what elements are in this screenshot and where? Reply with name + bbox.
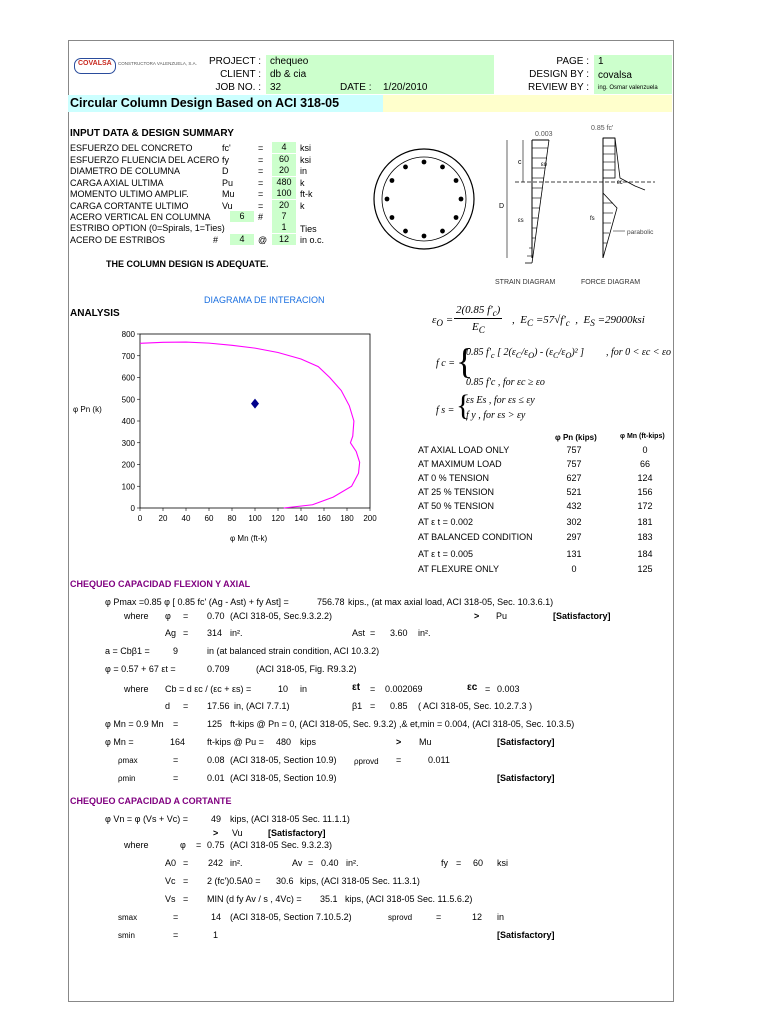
input-value-cell[interactable] — [272, 177, 296, 188]
summary-row-label: AT FLEXURE ONLY — [418, 564, 500, 574]
mu-label: Mu — [419, 737, 432, 747]
smin-value: 1 — [213, 930, 219, 940]
acero-vertical-n: 6 — [239, 211, 245, 221]
input-unit: in — [300, 166, 308, 176]
pmax-formula: φ Pmax =0.85 φ [ 0.85 fc' (Ag - Ast) + fy Ast] = — [105, 597, 289, 607]
job-label: JOB NO. : — [215, 82, 261, 93]
summary-mn: 124 — [637, 473, 653, 483]
project-label: PROJECT : — [208, 56, 261, 67]
ast-label: Ast — [352, 628, 366, 638]
a-value: 9 — [173, 646, 179, 656]
input-unit: ksi — [300, 154, 311, 165]
acero-estribos-label: ACERO DE ESTRIBOS — [70, 235, 166, 245]
label-ec: εc — [617, 180, 623, 186]
input-symbol: fc' — [222, 143, 231, 153]
x-tick-label: 200 — [363, 514, 377, 523]
beta-ref: ( ACI 318-05, Sec. 10.2.7.3 ) — [418, 701, 533, 711]
label-c: c — [518, 159, 522, 166]
smax-ref: (ACI 318-05, Section 7.10.5.2) — [230, 912, 352, 922]
vc-label: Vc — [165, 876, 176, 886]
summary-pn: 627 — [566, 473, 582, 483]
rhoprovd-label: ρprovd — [354, 757, 379, 766]
ag-label: Ag — [165, 628, 177, 638]
label-eo: εo — [541, 162, 548, 168]
acero-vertical-hash: # — [258, 212, 264, 222]
phi3-symbol: φ — [180, 840, 186, 850]
sprovd-label: sprovd — [388, 913, 413, 922]
phi-eq: = — [183, 611, 189, 621]
ast-eq: = — [370, 628, 376, 638]
rebar-group — [385, 160, 464, 239]
input-value-cell[interactable] — [272, 188, 296, 199]
input-value: 20 — [278, 165, 289, 175]
ast-unit: in². — [418, 628, 431, 638]
av-value: 0.40 — [321, 858, 339, 868]
rebar-dot — [440, 165, 445, 170]
a0-value: 242 — [208, 858, 224, 868]
vc-value: 30.6 — [276, 876, 294, 886]
page-value: 1 — [598, 56, 604, 67]
strain-force-diagram — [485, 118, 665, 288]
vn-satisfactory: [Satisfactory] — [268, 828, 326, 838]
analysis-heading: ANALYSIS — [70, 308, 120, 319]
y-tick-label: 200 — [121, 460, 135, 470]
rebar-dot — [454, 178, 459, 183]
input-eq: = — [258, 143, 264, 153]
acero-vertical-label: ACERO VERTICAL EN COLUMNA — [70, 212, 211, 222]
input-unit: ksi — [300, 143, 311, 153]
ec-label: εc — [467, 682, 478, 693]
rhomin-value: 0.01 — [207, 773, 225, 783]
chart-title: DIAGRAMA DE INTERACION — [204, 295, 325, 305]
rho-satisfactory: [Satisfactory] — [497, 773, 555, 783]
input-eq: = — [258, 154, 264, 165]
vs-value: 35.1 — [320, 894, 338, 904]
chart-ylabel: φ Pn (k) — [73, 405, 102, 414]
input-label: CARGA CORTANTE ULTIMO — [70, 200, 189, 211]
x-tick-label: 0 — [137, 514, 143, 523]
input-symbol: D — [222, 166, 229, 176]
fy-eq: = — [456, 858, 462, 868]
acero-estribos-val-cell[interactable] — [272, 234, 296, 245]
designby-value: covalsa — [598, 70, 632, 81]
x-tick-label: 60 — [204, 514, 214, 523]
y-tick-label: 0 — [130, 504, 135, 513]
rhoprovd-value: 0.011 — [428, 755, 450, 765]
rebar-dot — [454, 215, 459, 220]
smax-label: smax — [118, 913, 138, 922]
summary-pn: 757 — [566, 459, 582, 469]
av-eq: = — [308, 858, 314, 868]
input-eq: = — [258, 200, 264, 211]
x-tick-label: 160 — [317, 514, 331, 523]
input-value-cell[interactable] — [272, 154, 296, 165]
interaction-chart — [110, 326, 380, 531]
project-value: chequeo — [270, 56, 309, 67]
fy-label: fy — [441, 858, 449, 868]
pu-label: Pu — [496, 611, 508, 621]
client-label: CLIENT : — [220, 69, 261, 80]
smin-label: smin — [118, 931, 135, 940]
input-label: ESFUERZO FLUENCIA DEL ACERO — [70, 154, 220, 165]
beta-eq: = — [370, 701, 376, 711]
input-unit: k — [300, 200, 305, 211]
a0-eq: = — [183, 858, 189, 868]
summary-row-label: AT BALANCED CONDITION — [418, 532, 533, 542]
designby-label: DESIGN BY : — [529, 69, 589, 80]
summary-mn: 125 — [637, 564, 653, 574]
summary-col1: φ Pn (kips) — [555, 433, 597, 442]
client-value: db & cia — [270, 69, 307, 80]
label-085fc: 0.85 fc' — [591, 125, 614, 132]
page-cell[interactable] — [594, 55, 672, 68]
ag-eq: = — [183, 628, 189, 638]
input-symbol: Vu — [222, 200, 233, 211]
x-tick-label: 80 — [227, 514, 237, 523]
summary-mn: 172 — [637, 501, 653, 511]
et-label: εt — [352, 682, 361, 693]
s-satisfactory: [Satisfactory] — [497, 930, 555, 940]
rebar-dot — [422, 234, 427, 239]
flexion-heading: CHEQUEO CAPACIDAD FLEXION Y AXIAL — [70, 579, 251, 589]
summary-pn: 297 — [566, 532, 582, 542]
beta-value: 0.85 — [390, 701, 408, 711]
input-eq: = — [258, 177, 264, 188]
label-D: D — [499, 203, 505, 210]
vc-eq: = — [183, 876, 189, 886]
rhomin-label: ρmin — [118, 774, 136, 783]
vn-value: 49 — [211, 814, 222, 824]
reviewby-value: ing. Osmar valenzuela — [598, 85, 658, 91]
summary-row-label: AT AXIAL LOAD ONLY — [418, 445, 510, 455]
input-unit: k — [300, 177, 305, 188]
beta-label: β1 — [352, 701, 363, 711]
input-eq: = — [258, 189, 264, 199]
acero-vertical-n-cell[interactable] — [230, 211, 254, 222]
summary-mn: 66 — [639, 459, 650, 469]
rebar-dot — [385, 197, 390, 202]
summary-mn: 184 — [637, 549, 653, 559]
job-cell[interactable] — [266, 81, 494, 94]
label-parabolic: parabolic — [627, 229, 654, 236]
ec-value: 0.003 — [497, 684, 520, 694]
a0-unit: in². — [230, 858, 243, 868]
rhomin-ref: (ACI 318-05, Section 10.9) — [230, 773, 337, 783]
y-tick-label: 600 — [121, 373, 135, 383]
av-unit: in². — [346, 858, 359, 868]
summary-pn: 0 — [571, 564, 577, 574]
phi2-formula: φ = 0.57 + 67 εt = — [105, 664, 176, 674]
page-label: PAGE : — [556, 56, 589, 67]
logo-subtext: CONSTRUCTORA VALENZUELA, S.A. — [118, 61, 197, 66]
rebar-dot — [403, 229, 408, 234]
estribo-val: 1 — [281, 222, 287, 232]
plot-area — [140, 334, 370, 508]
rhoprovd-eq: = — [396, 755, 402, 765]
input-unit: ft-k — [300, 189, 313, 199]
input-symbol: Mu — [222, 189, 235, 199]
acero-estribos-unit: in o.c. — [300, 235, 325, 245]
d-label: d — [165, 701, 171, 711]
estribo-cell[interactable] — [272, 222, 296, 233]
acero-estribos-hash: # — [213, 235, 219, 245]
vc-ref: kips, (ACI 318-05 Sec. 11.3.1) — [300, 876, 420, 886]
date-value: 1/20/2010 — [383, 82, 428, 93]
phi3-value: 0.75 — [207, 840, 225, 850]
force-diagram-label: FORCE DIAGRAM — [581, 279, 641, 286]
fy-value: 60 — [473, 858, 484, 868]
summary-mn: 0 — [642, 445, 648, 455]
phi-value: 0.70 — [207, 611, 225, 621]
y-tick-label: 300 — [121, 438, 135, 448]
d-eq: = — [183, 701, 189, 711]
a-formula: a = Cbβ1 = — [105, 646, 150, 656]
vc-formula: 2 (fc')0.5A0 = — [207, 876, 261, 886]
phimn2-label: φ Mn = — [105, 737, 134, 747]
a-ref: in (at balanced strain condition, ACI 10.3.2) — [207, 646, 380, 656]
smin-eq: = — [173, 930, 179, 940]
input-label: CARGA AXIAL ULTIMA — [70, 177, 164, 188]
vu-label: Vu — [232, 828, 243, 838]
phimn2-value: 164 — [170, 737, 186, 747]
phimn2-unit: kips — [300, 737, 317, 747]
summary-col2: φ Mn (ft-kips) — [620, 433, 665, 440]
rebar-dot — [390, 178, 395, 183]
y-tick-label: 800 — [121, 330, 135, 339]
page-title: Circular Column Design Based on ACI 318-05 — [70, 96, 340, 110]
acero-vertical-val-cell[interactable] — [272, 211, 296, 222]
rhomax-label: ρmax — [118, 756, 138, 765]
column-section-diagram — [372, 145, 478, 255]
summary-pn: 757 — [566, 445, 582, 455]
acero-estribos-n: 4 — [239, 234, 245, 244]
title-bar-right — [383, 95, 672, 112]
phi2-value: 0.709 — [207, 664, 230, 674]
mn-satisfactory: [Satisfactory] — [497, 737, 555, 747]
et-value: 0.002069 — [385, 684, 423, 694]
cb-formula: Cb = d εc / (εc + εs) = — [165, 684, 252, 694]
vs-eq: = — [183, 894, 189, 904]
summary-pn: 521 — [566, 487, 582, 497]
sprovd-eq: = — [436, 912, 442, 922]
vn-formula: φ Vn = φ (Vs + Vc) = — [105, 814, 188, 824]
summary-row-label: AT 50 % TENSION — [418, 501, 495, 511]
rhomin-eq: = — [173, 773, 179, 783]
summary-mn: 156 — [637, 487, 653, 497]
a0-label: A0 — [165, 858, 177, 868]
phi3-ref: (ACI 318-05 Sec. 9.3.2.3) — [230, 840, 333, 850]
y-tick-label: 400 — [121, 417, 135, 426]
where3-label: where — [124, 840, 149, 850]
vs-ref: kips, (ACI 318-05 Sec. 11.5.6.2) — [345, 894, 473, 904]
rebar-dot — [390, 215, 395, 220]
adequate-status: THE COLUMN DESIGN IS ADEQUATE. — [106, 259, 269, 269]
x-tick-label: 140 — [294, 514, 308, 523]
input-value-cell[interactable] — [272, 165, 296, 176]
summary-row-label: AT MAXIMUM LOAD — [418, 459, 502, 469]
input-value-cell[interactable] — [272, 142, 296, 153]
phimn2-pu: 480 — [276, 737, 292, 747]
date-label: DATE : — [340, 82, 372, 93]
ag-value: 314 — [207, 628, 223, 638]
ec-eq: = — [485, 684, 491, 694]
phimn2-at: ft-kips @ Pu = — [207, 737, 264, 747]
gt-symbol: > — [474, 611, 480, 621]
sprovd-unit: in — [497, 912, 505, 922]
acero-estribos-n-cell[interactable] — [230, 234, 254, 245]
rhomax-eq: = — [173, 755, 179, 765]
phi3-eq: = — [196, 840, 202, 850]
input-symbol: Pu — [222, 177, 234, 188]
av-label: Av — [292, 858, 303, 868]
estribo-label: ESTRIBO OPTION (0=Spirals, 1=Ties) — [70, 223, 225, 233]
d-value: 17.56 — [207, 701, 230, 711]
input-label: DIAMETRO DE COLUMNA — [70, 166, 181, 176]
vn-ref: kips, (ACI 318-05 Sec. 11.1.1) — [230, 814, 350, 824]
summary-mn: 183 — [637, 532, 653, 542]
rhomax-ref: (ACI 318-05, Section 10.9) — [230, 755, 337, 765]
strain-diagram-label: STRAIN DIAGRAM — [495, 279, 556, 286]
phimn-formula: φ Mn = 0.9 Mn — [105, 719, 164, 729]
pmax-value: 756.78 — [317, 597, 345, 607]
x-tick-label: 40 — [181, 514, 191, 523]
phi-symbol: φ — [165, 611, 171, 621]
phi-ref: (ACI 318-05, Sec.9.3.2.2) — [230, 611, 333, 621]
tie-circle — [382, 157, 466, 241]
fy-unit: ksi — [497, 858, 508, 868]
summary-pn: 302 — [566, 517, 582, 527]
input-value-cell[interactable] — [272, 200, 296, 211]
cortante-heading: CHEQUEO CAPACIDAD A CORTANTE — [70, 796, 232, 806]
rebar-dot — [403, 165, 408, 170]
logo — [74, 57, 197, 79]
input-label: ESFUERZO DEL CONCRETO — [70, 143, 193, 153]
y-tick-label: 700 — [121, 351, 135, 361]
smax-eq: = — [173, 912, 179, 922]
where-label: where — [124, 611, 149, 621]
pmax-ref: kips., (at max axial load, ACI 318-05, Sec. 10.3.6.1) — [348, 597, 554, 607]
rebar-dot — [422, 160, 427, 165]
input-value: 60 — [278, 153, 289, 164]
phimn-eq: = — [173, 719, 179, 729]
phimn-value: 125 — [207, 719, 223, 729]
job-value: 32 — [270, 82, 282, 93]
sprovd-value: 12 — [472, 912, 483, 922]
rebar-dot — [440, 229, 445, 234]
phimn-ref: ft-kips @ Pn = 0, (ACI 318-05, Sec. 9.3.2) ,& et,min = 0.004, (ACI 318-05, Sec. 10.3.5) — [230, 719, 575, 729]
summary-row-label: AT ε t = 0.002 — [418, 517, 473, 527]
summary-row-label: AT ε t = 0.005 — [418, 549, 473, 559]
x-tick-label: 120 — [271, 514, 285, 523]
phi2-ref: (ACI 318-05, Fig. R9.3.2) — [256, 664, 357, 674]
vs-label: Vs — [165, 894, 176, 904]
summary-row-label: AT 0 % TENSION — [418, 473, 490, 483]
x-tick-label: 100 — [248, 514, 262, 523]
input-value: 20 — [278, 199, 289, 210]
summary-pn: 131 — [566, 549, 582, 559]
y-tick-label: 100 — [121, 482, 135, 492]
vs-formula: MIN (d fy Av / s , 4Vc) = — [207, 894, 302, 904]
chart-xlabel: φ Mn (ft-k) — [230, 534, 268, 543]
acero-estribos-val: 12 — [278, 234, 289, 244]
et-eq: = — [370, 684, 376, 694]
gt3-symbol: > — [213, 828, 219, 838]
input-value: 100 — [276, 188, 292, 198]
pmax-satisfactory: [Satisfactory] — [553, 611, 611, 621]
input-label: MOMENTO ULTIMO AMPLIF. — [70, 189, 189, 199]
rhomax-value: 0.08 — [207, 755, 225, 765]
x-tick-label: 20 — [158, 514, 168, 523]
y-tick-label: 500 — [121, 395, 135, 405]
smax-value: 14 — [211, 912, 222, 922]
cb-unit: in — [300, 684, 308, 694]
summary-row-label: AT 25 % TENSION — [418, 487, 495, 497]
input-heading: INPUT DATA & DESIGN SUMMARY — [70, 128, 234, 139]
reviewby-label: REVIEW BY : — [528, 82, 589, 93]
summary-mn: 181 — [637, 517, 653, 527]
logo-text: COVALSA — [78, 60, 112, 67]
label-0003: 0.003 — [535, 131, 553, 138]
cb-value: 10 — [278, 684, 289, 694]
ast-value: 3.60 — [390, 628, 408, 638]
d-ref: in, (ACI 7.7.1) — [234, 701, 290, 711]
label-es: εs — [518, 218, 524, 224]
input-eq: = — [258, 166, 264, 176]
x-tick-label: 180 — [340, 514, 354, 523]
acero-vertical-val: 7 — [281, 211, 287, 221]
input-symbol: fy — [222, 154, 230, 165]
where2-label: where — [124, 684, 149, 694]
rebar-dot — [459, 197, 464, 202]
input-value: 480 — [276, 176, 292, 187]
acero-estribos-at: @ — [258, 235, 268, 245]
input-value: 4 — [281, 142, 287, 152]
ag-unit: in². — [230, 628, 243, 638]
estribo-unit: Ties — [300, 224, 317, 234]
gt2-symbol: > — [396, 737, 402, 747]
label-fs: fs — [590, 216, 595, 222]
summary-pn: 432 — [566, 501, 582, 511]
